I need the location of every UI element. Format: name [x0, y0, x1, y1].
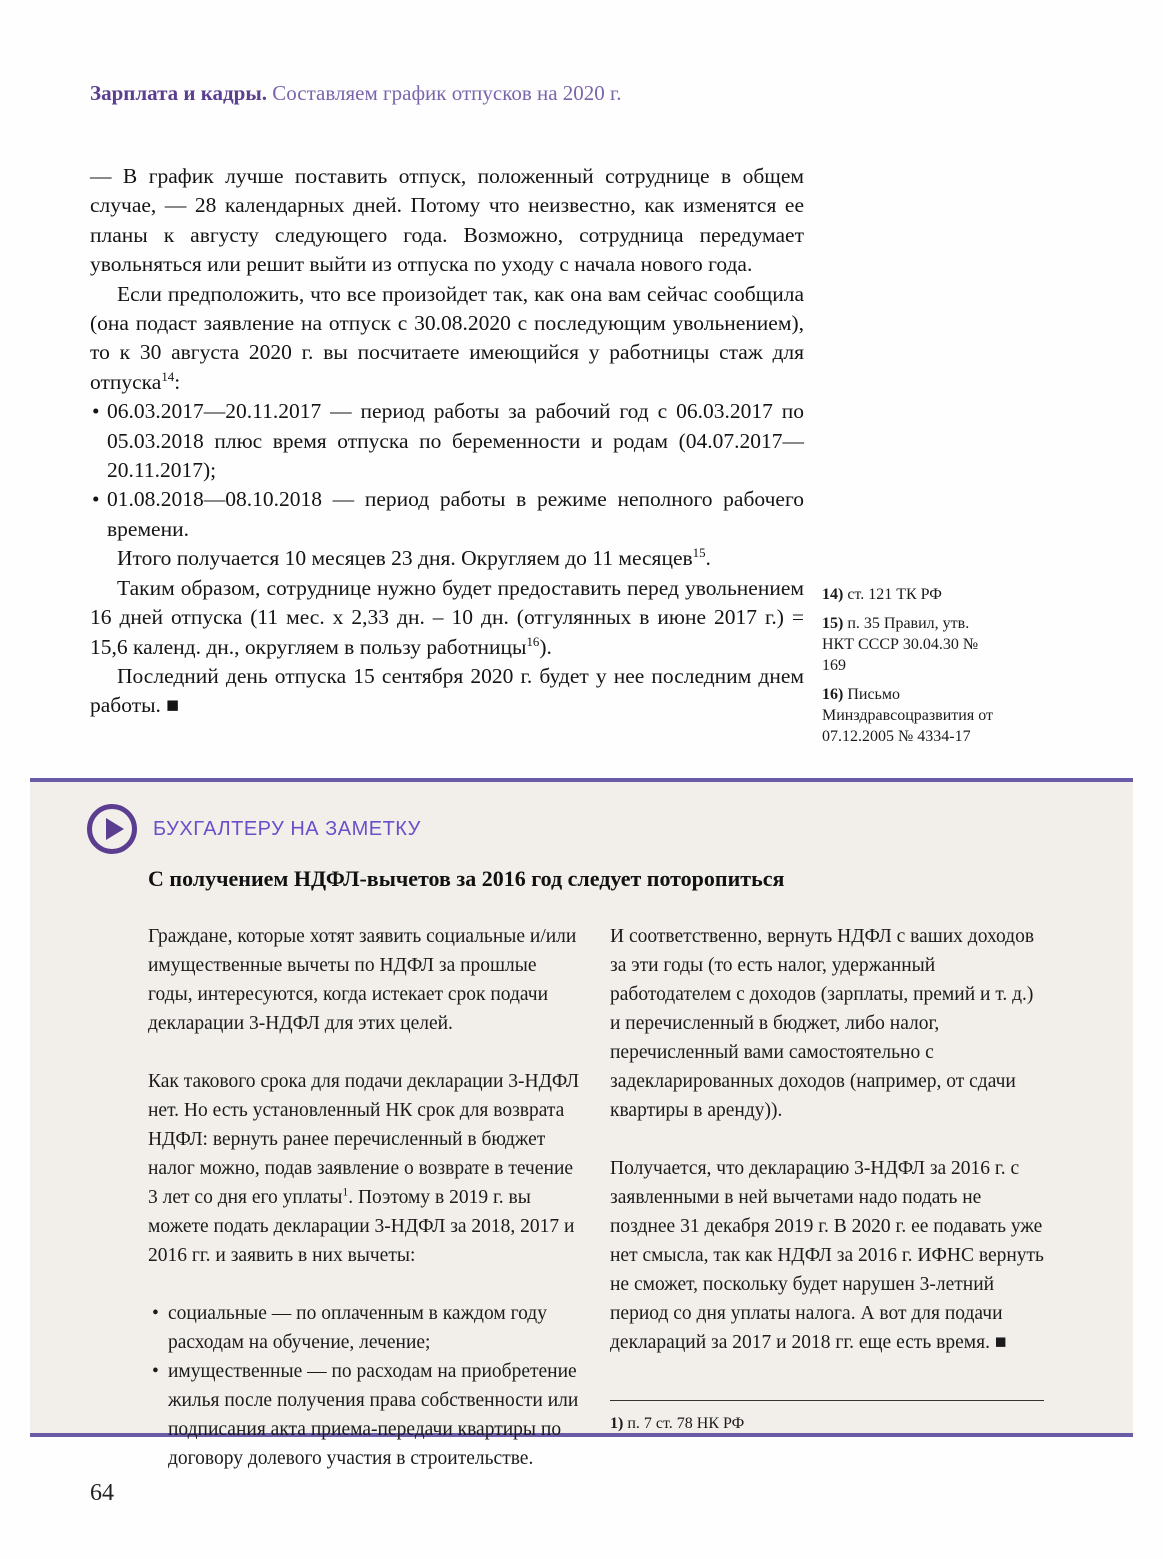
accountant-note-box: [30, 778, 1133, 1469]
note-kicker-label: БУХГАЛТЕРУ НА ЗАМЕТКУ: [153, 817, 421, 840]
bullet-text: имущественные — по расходам на приобретение жилья после получения права собственности или подписания акта приема-передачи квартиры по договору долевого участия в строительстве.: [168, 1361, 579, 1469]
note-heading: С получением НДФЛ-вычетов за 2016 год следует поторопиться: [148, 866, 785, 891]
article-bullet-1: [90, 397, 804, 485]
paragraph-text: .: [705, 546, 711, 571]
paragraph-text: . Поэтому в 2019 г. вы можете подать декларации 3-НДФЛ за 2018, 2017 и 2016 гг. и заявить в них вычеты:: [148, 1187, 575, 1266]
article-paragraph-5: [90, 662, 804, 721]
note-kicker-row: [86, 803, 421, 855]
footnote-ref-15: 15: [692, 546, 706, 561]
paragraph-text: Как такового срока для подачи декларации 3-НДФЛ нет. Но есть установленный НК срок для возврата НДФЛ: вернуть ранее перечисленный в бюджет налог можно, подав заявление о возврате в течение 3 лет со дня его уплаты: [148, 1071, 580, 1208]
page-header: [90, 80, 622, 106]
note-left-paragraph-1: [148, 922, 582, 1038]
note-columns: [148, 922, 1044, 1473]
footnote-number: 1): [610, 1415, 624, 1432]
play-icon: [86, 803, 138, 855]
paragraph-text: Граждане, которые хотят заявить социальные и/или имущественные вычеты по НДФЛ за прошлые годы, интересуются, когда истекает срок подачи декларации 3-НДФЛ для этих целей.: [148, 926, 577, 1034]
article-bullet-2: [90, 485, 804, 544]
note-right-paragraph-1: [610, 922, 1044, 1125]
header-article-title: Составляем график отпусков на 2020 г.: [272, 81, 622, 105]
footnote-16: [822, 684, 1002, 747]
bullet-text: социальные — по оплаченным в каждом году расходам на обучение, лечение;: [168, 1303, 547, 1353]
note-right-paragraph-2: [610, 1154, 1044, 1357]
paragraph-text: Итого получается 10 месяцев 23 дня. Округляем до 11 месяцев: [117, 546, 693, 571]
article-paragraph-4: [90, 574, 804, 662]
paragraph-text: ).: [539, 634, 552, 659]
paragraph-text: И соответственно, вернуть НДФЛ с ваших доходов за эти годы (то есть налог, удержанный работодателем с доходов (зарплаты, премий и т. д.) и перечисленный в бюджет, либо налог, перечисленный вами самостоятельно с задекларированных доходов (например, от сдачи квартиры в аренду)).: [610, 926, 1035, 1121]
paragraph-text: :: [174, 369, 181, 394]
main-article: [90, 162, 804, 721]
note-left-paragraph-2: [148, 1067, 582, 1270]
bullet-text: 06.03.2017—20.11.2017 — период работы за рабочий год с 06.03.2017 по 05.03.2018 плюс время отпуска по беременности и родам (04.07.2017—20.11.2017);: [107, 399, 804, 483]
article-paragraph-1: [90, 162, 804, 280]
footnote-number: 16): [822, 686, 844, 703]
footnote-ref-1: 1: [342, 1185, 349, 1199]
header-rubric: Зарплата и кадры.: [90, 81, 268, 105]
paragraph-text: — В график лучше поставить отпуск, положенный сотруднице в общем случае, — 28 календарных дней. Потому что неизвестно, как изменятся ее планы к августу следующего года. Возможно, сотрудница передумает увольняться или решит выйти из отпуска по уходу с начала нового года.: [90, 164, 804, 277]
page-number: 64: [90, 1480, 114, 1506]
footnote-text: п. 35 Правил, утв. НКТ СССР 30.04.30 № 169: [822, 615, 979, 674]
article-paragraph-3: [90, 544, 804, 573]
footnote-15: [822, 613, 1002, 676]
footnote-text: Письмо Минздравсоцразвития от 07.12.2005 № 4334-17: [822, 686, 993, 745]
note-column-left: [148, 922, 582, 1473]
footnote-14: [822, 584, 1002, 605]
note-column-right: [610, 922, 1044, 1473]
footnote-number: 14): [822, 586, 844, 603]
bullet-marker: •: [152, 1361, 159, 1382]
footnote-text: ст. 121 ТК РФ: [843, 586, 942, 603]
paragraph-text: Последний день отпуска 15 сентября 2020 г. будет у нее последним днем работы. ■: [90, 663, 804, 718]
footnote-ref-14: 14: [161, 369, 175, 384]
paragraph-text: Если предположить, что все произойдет так, как она вам сейчас сообщила (она подаст заявление на отпуск с 30.08.2020 с последующим увольнением), то к 30 августа 2020 г. вы посчитаете имеющийся у работницы стаж для отпуска: [90, 281, 804, 394]
footnote-number: 15): [822, 615, 844, 632]
note-bullet-2: [148, 1357, 582, 1473]
paragraph-text: Получается, что декларацию 3-НДФЛ за 2016 г. с заявленными в ней вычетами надо подать не позднее 31 декабря 2019 г. В 2020 г. ее подавать уже нет смысла, так как НДФЛ за 2016 г. ИФНС вернуть не сможет, поскольку будет нарушен 3-летний период со дня уплаты налога. А вот для подачи деклараций за 2017 и 2018 гг. еще есть время. ■: [610, 1158, 1044, 1353]
bullet-marker: •: [152, 1303, 159, 1324]
footnote-ref-16: 16: [526, 634, 540, 649]
article-paragraph-2: [90, 280, 804, 398]
bullet-marker: •: [92, 399, 100, 424]
margin-footnotes: [822, 584, 1002, 755]
bullet-marker: •: [92, 487, 100, 512]
footnote-text: п. 7 ст. 78 НК РФ: [623, 1415, 745, 1432]
note-bullet-1: [148, 1299, 582, 1357]
paragraph-text: Таким образом, сотруднице нужно будет предоставить перед увольнением 16 дней отпуска (11 мес. х 2,33 дн. – 10 дн. (отгулянных в июне 2017 г.) = 15,6 календ. дн., округляем в пользу работницы: [90, 575, 804, 659]
note-footnote-1: [610, 1400, 1044, 1434]
bullet-text: 01.08.2018—08.10.2018 — период работы в режиме неполного рабочего времени.: [107, 487, 804, 541]
